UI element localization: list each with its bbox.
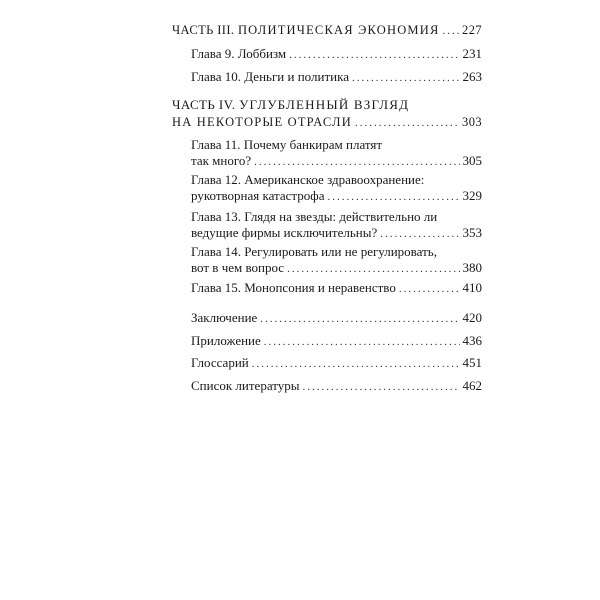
- leader-dots: [352, 70, 460, 86]
- toc-entry-chapter-12: [191, 188, 482, 205]
- chapter-12-page: 329: [462, 188, 482, 203]
- leader-dots: [355, 115, 459, 131]
- toc-entry-part-4: [172, 114, 482, 131]
- toc-entry-chapter-10: [191, 69, 482, 86]
- toc-entry-glossary: [191, 355, 482, 372]
- chapter-11-title-line-2: так много?: [191, 153, 252, 168]
- chapter-13-page: 353: [462, 225, 482, 240]
- chapter-9-title: Глава 9. Лоббизм: [191, 46, 287, 61]
- chapter-13-title-line-1: Глава 13. Глядя на звезды: действительно ли: [191, 209, 438, 224]
- leader-dots: [380, 226, 459, 242]
- toc-entry-chapter-11: [191, 153, 482, 170]
- chapter-9-page: 231: [462, 46, 482, 61]
- glossary-page: 451: [462, 355, 482, 370]
- leader-dots: [260, 311, 459, 327]
- chapter-10-title: Глава 10. Деньги и политика: [191, 69, 349, 84]
- part-4-line-1: [172, 97, 409, 113]
- chapter-15-title: Глава 15. Монопсония и неравенство: [191, 280, 396, 295]
- appendix-page: 436: [462, 333, 482, 348]
- chapter-12-title-line-1: Глава 12. Американское здравоохранение:: [191, 172, 425, 187]
- part-4-title-line-2: НА НЕКОТОРЫЕ ОТРАСЛИ: [172, 115, 352, 129]
- chapter-14-page: 380: [462, 260, 482, 275]
- glossary-title: Глоссарий: [191, 355, 249, 370]
- toc-entry-references: [191, 378, 482, 395]
- conclusion-title: Заключение: [191, 310, 258, 325]
- toc-entry-part-3: [172, 22, 482, 39]
- leader-dots: [443, 23, 460, 39]
- leader-dots: [327, 189, 459, 205]
- leader-dots: [287, 261, 459, 277]
- part-3-page: 227: [462, 23, 482, 37]
- part-4-prefix: ЧАСТЬ IV.: [172, 97, 236, 112]
- chapter-11-page: 305: [462, 153, 482, 168]
- references-title: Список литературы: [191, 378, 300, 393]
- part-3-title: ПОЛИТИЧЕСКАЯ ЭКОНОМИЯ: [237, 23, 440, 37]
- chapter-14-title-line-2: вот в чем вопрос: [191, 260, 285, 275]
- leader-dots: [303, 379, 460, 395]
- chapter-15-page: 410: [462, 280, 482, 295]
- toc-entry-appendix: [191, 333, 482, 350]
- leader-dots: [254, 154, 459, 170]
- chapter-12-title-line-2: рукотворная катастрофа: [191, 188, 325, 203]
- leader-dots: [289, 47, 459, 63]
- chapter-14-title-line-1: Глава 14. Регулировать или не регулировать,: [191, 244, 437, 259]
- leader-dots: [264, 334, 460, 350]
- toc-entry-chapter-9: [191, 46, 482, 63]
- part-4-page: 303: [462, 115, 482, 129]
- leader-dots: [252, 356, 460, 372]
- chapter-10-page: 263: [462, 69, 482, 84]
- conclusion-page: 420: [462, 310, 482, 325]
- toc-entry-chapter-13: [191, 225, 482, 242]
- part-4-title-line-1: УГЛУБЛЕННЫЙ ВЗГЛЯД: [239, 97, 410, 112]
- references-page: 462: [462, 378, 482, 393]
- appendix-title: Приложение: [191, 333, 261, 348]
- leader-dots: [399, 281, 460, 297]
- toc-entry-chapter-15: [191, 280, 482, 297]
- toc-entry-chapter-14: [191, 260, 482, 277]
- chapter-13-title-line-2: ведущие фирмы исключительны?: [191, 225, 378, 240]
- chapter-11-title-line-1: Глава 11. Почему банкирам платят: [191, 137, 383, 152]
- toc-entry-conclusion: [191, 310, 482, 327]
- part-3-prefix: ЧАСТЬ III.: [172, 23, 235, 37]
- part-3-label: [172, 22, 443, 38]
